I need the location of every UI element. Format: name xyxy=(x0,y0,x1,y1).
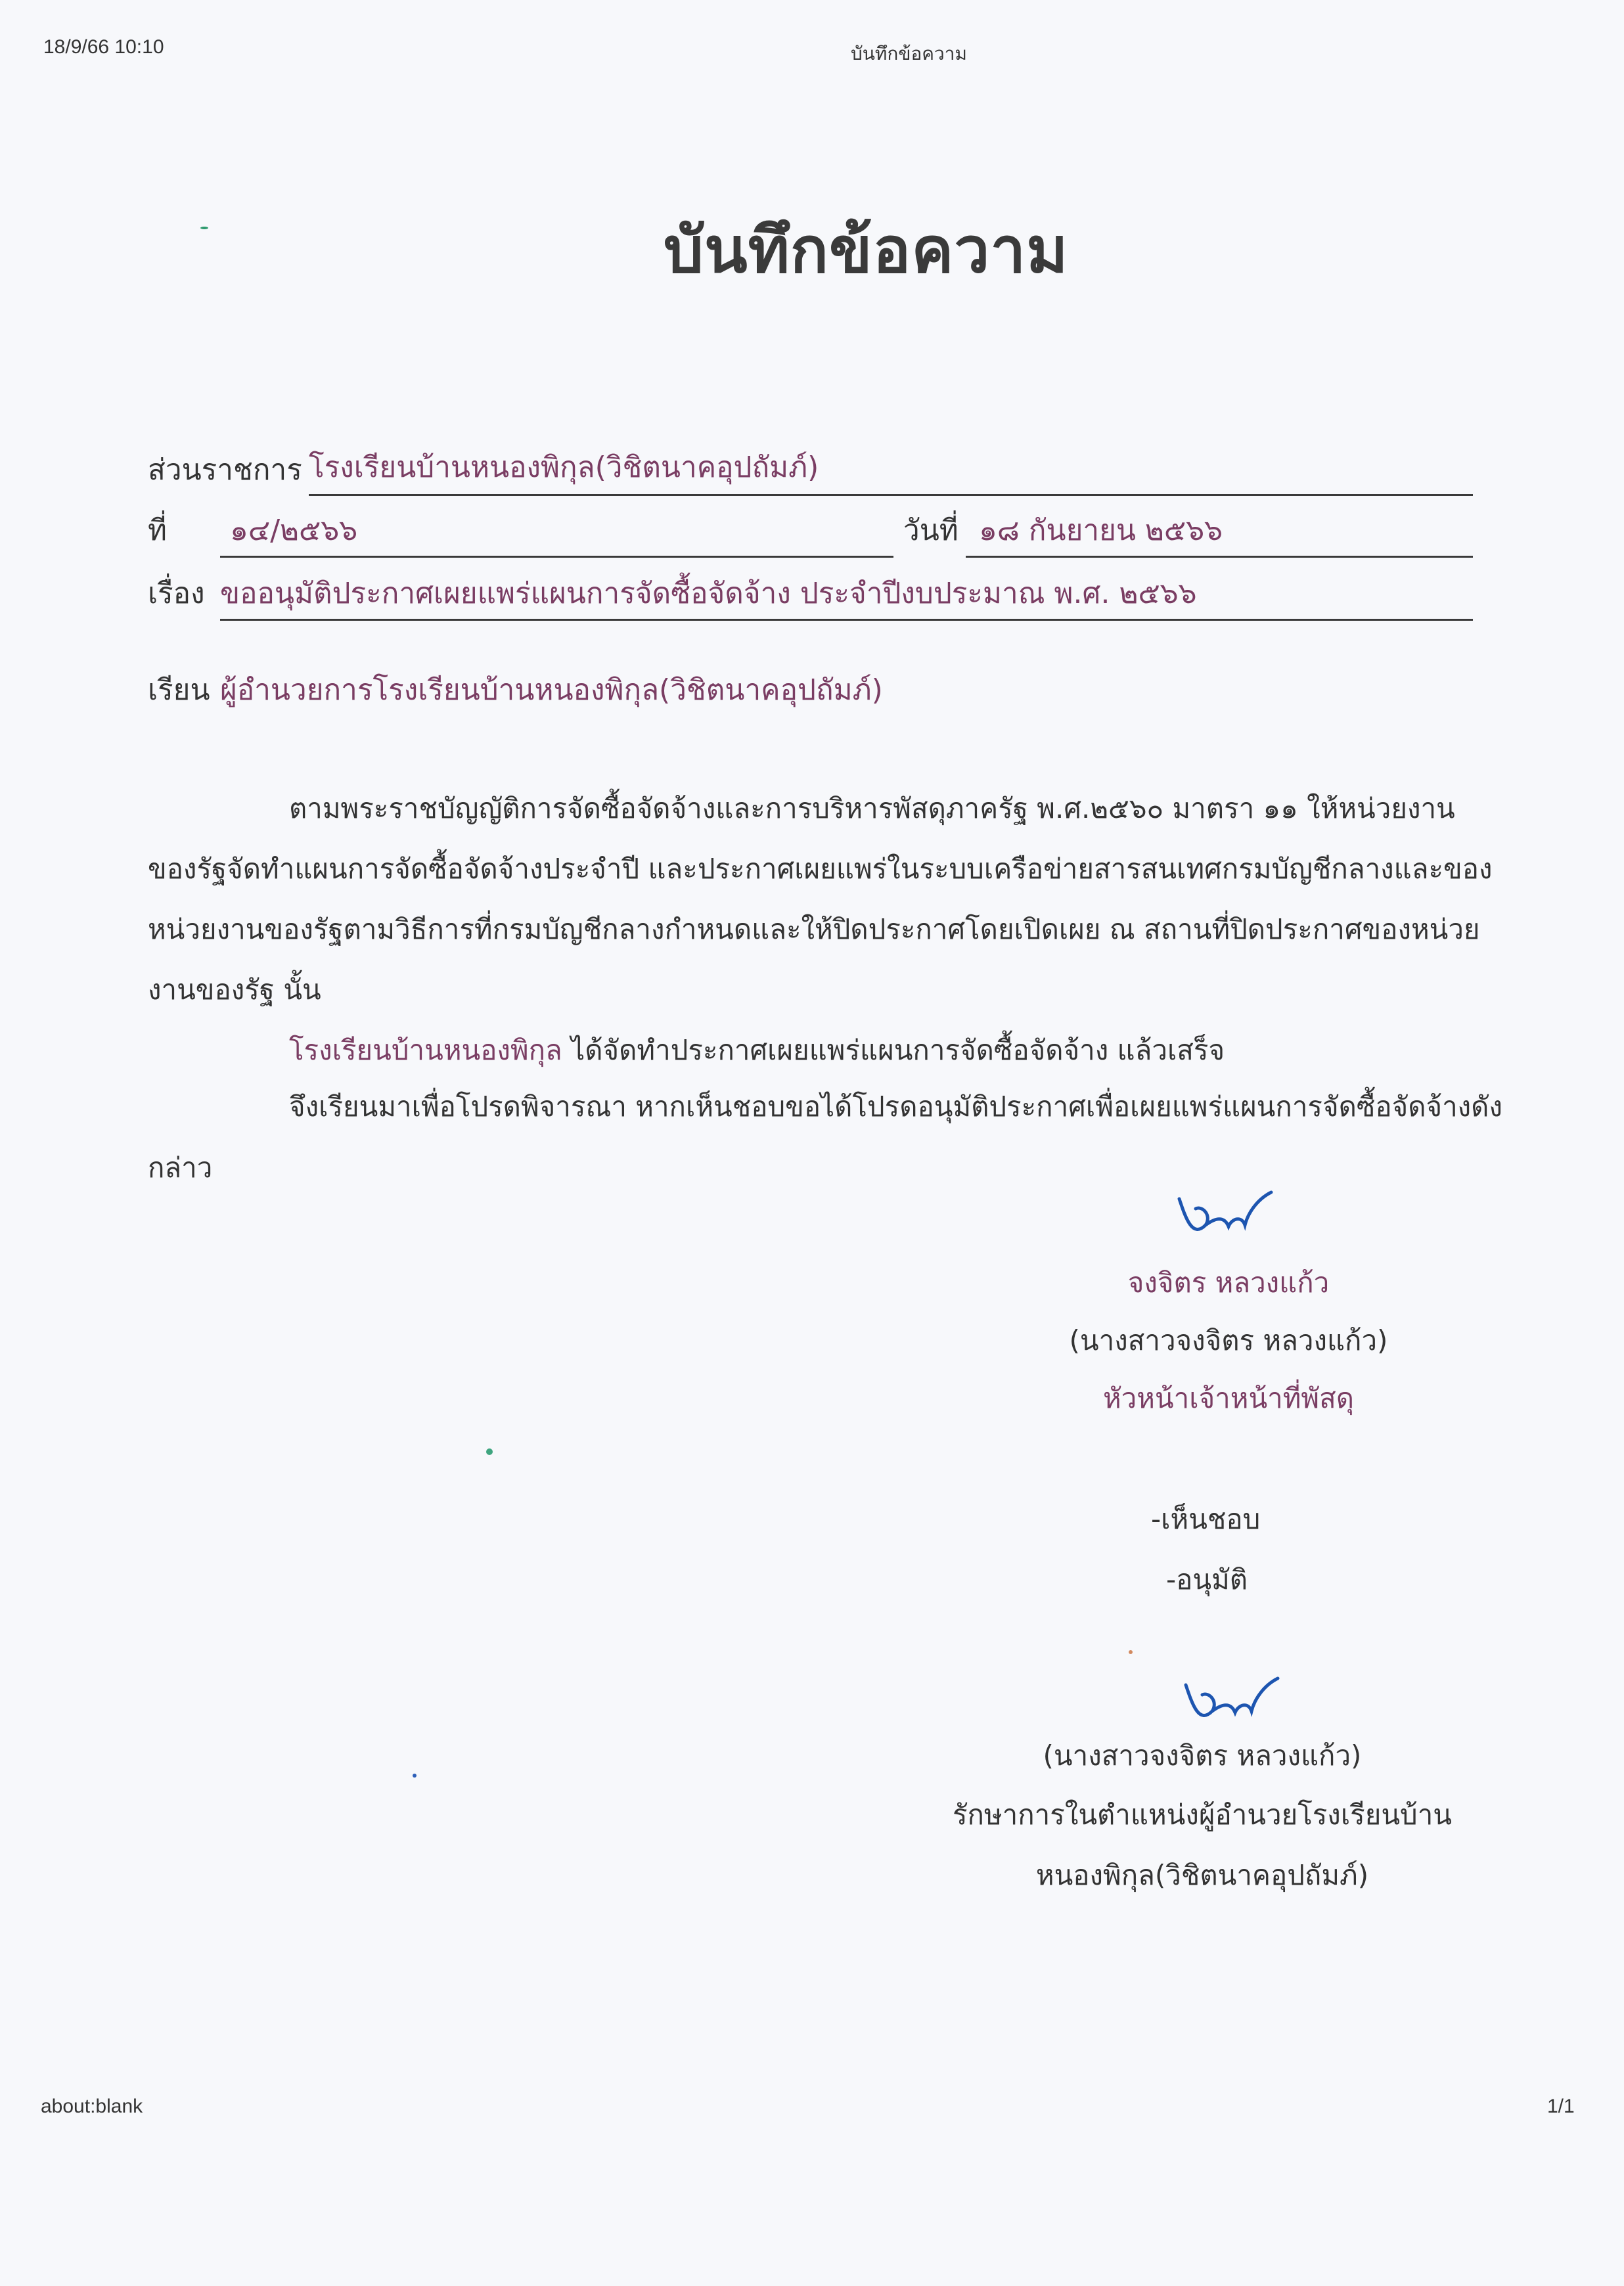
to-label: เรียน xyxy=(148,673,210,707)
paper-speck xyxy=(486,1448,493,1455)
signature1-name: จงจิตร หลวงแก้ว xyxy=(1127,1266,1330,1299)
subject-value: ขออนุมัติประกาศเผยแพร่แผนการจัดซื้อจัดจ้าง ประจำปีงบประมาณ พ.ศ. ๒๕๖๖ xyxy=(220,577,1197,610)
signature-2 xyxy=(1173,1662,1284,1734)
body-para1-line3: หน่วยงานของรัฐตามวิธีการที่กรมบัญชีกลางกำหนดและให้ปิดประกาศโดยเปิดเผย ณ สถานที่ปิดประกาศของหน่วย xyxy=(148,913,1480,945)
print-url: about:blank xyxy=(41,2096,143,2117)
signature1-position: หัวหน้าเจ้าหน้าที่พัสดุ xyxy=(1102,1382,1355,1414)
approval-approve: -อนุมัติ xyxy=(1166,1563,1248,1596)
print-page-number: 1/1 xyxy=(1547,2096,1575,2117)
memo-title: บันทึกข้อความ xyxy=(664,213,1069,287)
paper-speck xyxy=(200,227,208,229)
body-para1-line1: ตามพระราชบัญญัติการจัดซื้อจัดจ้างและการบริหารพัสดุภาครัฐ พ.ศ.๒๕๖๐ มาตรา ๑๑ ให้หน่วยงาน xyxy=(289,792,1455,824)
approval-agree: -เห็นชอบ xyxy=(1151,1503,1261,1535)
signature2-position-line2: หนองพิกุล(วิชิตนาคอุปถัมภ์) xyxy=(1035,1859,1369,1891)
print-page-title: บันทึกข้อความ xyxy=(851,43,967,64)
body-para3-line2: กล่าว xyxy=(148,1152,213,1184)
print-datetime: 18/9/66 10:10 xyxy=(43,36,164,58)
department-underline xyxy=(309,494,1473,496)
paper-speck xyxy=(413,1774,417,1778)
date-underline xyxy=(966,556,1473,558)
paper-speck xyxy=(1129,1650,1133,1654)
body-para1-line2: ของรัฐจัดทำแผนการจัดซื้อจัดจ้างประจำปี และประกาศเผยแพร่ในระบบเครือข่ายสารสนเทศกรมบัญชีกลางและของ xyxy=(148,853,1493,885)
signature1-full-name: (นางสาวจงจิตร หลวงแก้ว) xyxy=(1069,1324,1388,1356)
ref-label: ที่ xyxy=(148,514,168,547)
signature2-position-line1: รักษาการในตำแหน่งผู้อำนวยโรงเรียนบ้าน xyxy=(952,1799,1453,1831)
body-para2 xyxy=(289,1029,1225,1072)
department-label: ส่วนราชการ xyxy=(148,453,302,487)
body-para2-rest: ได้จัดทำประกาศเผยแพร่แผนการจัดซื้อจัดจ้าง แล้วเสร็จ xyxy=(562,1034,1225,1066)
body-para2-school: โรงเรียนบ้านหนองพิกุล xyxy=(289,1034,562,1066)
ref-value: ๑๔/๒๕๖๖ xyxy=(230,514,358,547)
to-value: ผู้อำนวยการโรงเรียนบ้านหนองพิกุล(วิชิตนาคอุปถัมภ์) xyxy=(220,673,883,707)
subject-underline xyxy=(220,619,1473,621)
subject-label: เรื่อง xyxy=(148,577,205,610)
department-value: โรงเรียนบ้านหนองพิกุล(วิชิตนาคอุปถัมภ์) xyxy=(309,451,819,484)
ref-underline xyxy=(220,556,893,558)
body-para1-line4: งานของรัฐ นั้น xyxy=(148,974,321,1006)
body-para3-line1: จึงเรียนมาเพื่อโปรดพิจารณา หากเห็นชอบขอได้โปรดอนุมัติประกาศเพื่อเผยแพร่แผนการจัดซื้อจัดจ้างดัง xyxy=(289,1090,1502,1123)
date-value: ๑๘ กันยายน ๒๕๖๖ xyxy=(979,514,1223,547)
signature-1 xyxy=(1166,1179,1278,1251)
date-label: วันที่ xyxy=(903,514,959,547)
signature2-full-name: (นางสาวจงจิตร หลวงแก้ว) xyxy=(1043,1739,1362,1772)
